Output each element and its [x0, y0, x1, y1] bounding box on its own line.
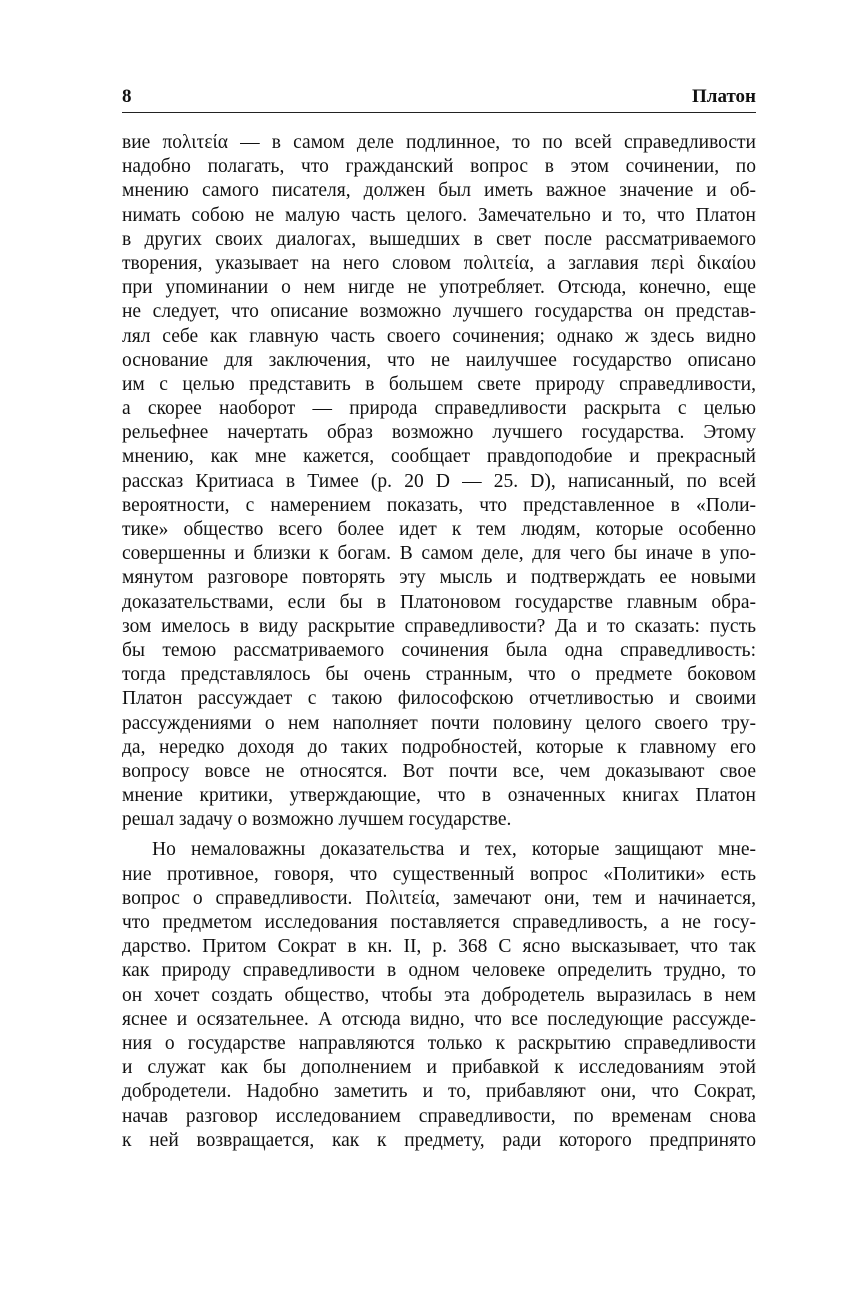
text-line: мнению самого писателя, должен был иметь важное значение и об- — [122, 180, 756, 202]
text-line: тике» общество всего более идет к тем людям, которые особенно — [122, 519, 756, 540]
text-line: добродетели. Надобно заметить и то, прибавляют они, что Сократ, — [122, 1081, 756, 1103]
paragraph — [122, 838, 756, 1152]
text-line: при упоминании о нем нигде не употребляет. Отсюда, конечно, еще — [122, 277, 756, 299]
running-title: Платон — [692, 86, 756, 107]
text-line: рассказ Критиаса в Тимее (p. 20 D — 25. D), написанный, по всей — [122, 470, 756, 492]
text-line: начав разговор исследованием справедливости, по временам снова — [122, 1105, 756, 1127]
text-line: Платон рассуждает с такою философскою отчетливостью и своими — [122, 688, 756, 710]
text-line: решал задачу о возможно лучшем государстве. — [122, 809, 512, 831]
text-line: доказательствами, если бы в Платоновом государстве главным обра- — [122, 591, 756, 613]
text-line: ние противное, говоря, что существенный вопрос «Политики» есть — [122, 863, 756, 885]
text-line: им с целью представить в большем свете природу справедливости, — [122, 373, 756, 395]
text-line: совершенны и близки к богам. В самом деле, для чего бы иначе в упо- — [122, 543, 756, 565]
text-line: зом имелось в виду раскрытие справедливости? Да и то сказать: пусть — [122, 615, 756, 637]
text-line: да, нередко доходя до таких подробностей, которые к главному его — [122, 736, 756, 758]
text-line: Но немаловажны доказательства и тех, которые защищают мне- — [152, 839, 756, 861]
text-line: и служат как бы дополнением и прибавкой к исследованиям этой — [122, 1057, 756, 1079]
text-line: к ней возвращается, как к предмету, ради которого предпринято — [122, 1129, 756, 1151]
text-line: мнению, как мне кажется, сообщает правдоподобие и прекрасный — [122, 446, 756, 468]
text-line: надобно полагать, что гражданский вопрос в этом сочинении, по — [122, 156, 756, 178]
text-line: бы темою рассматриваемого сочинения была одна справедливость: — [122, 639, 756, 661]
text-line: нимать собою не малую часть целого. Замечательно и то, что Платон — [122, 204, 756, 226]
text-line: он хочет создать общество, чтобы эта добродетель выразилась в нем — [122, 984, 756, 1006]
page-number: 8 — [122, 86, 132, 107]
text-line: ния о государстве направляются только к раскрытию справедливости — [122, 1032, 756, 1054]
text-line: что предметом исследования поставляется справедливость, а не госу- — [122, 912, 756, 933]
body-text — [122, 131, 756, 1153]
text-line: мнение критики, утверждающие, что в означенных книгах Платон — [122, 785, 756, 807]
text-line: лял себе как главную часть своего сочинения; однако ж здесь видно — [122, 325, 756, 347]
text-line: не следует, что описание возможно лучшего государства он представ- — [122, 301, 756, 323]
text-line: рельефнее начертать образ возможно лучшего государства. Этому — [122, 422, 756, 444]
text-line: яснее и осязательнее. А отсюда видно, что все последующие рассужде- — [122, 1008, 756, 1030]
page-header — [122, 84, 756, 113]
text-line: дарство. Притом Сократ в кн. II, p. 368 C ясно высказывает, что так — [122, 936, 756, 958]
text-line: рассуждениями о нем наполняет почти половину целого своего тру- — [122, 712, 756, 734]
text-line: творения, указывает на него словом πολιτεία, а заглавия περὶ δικαίου — [122, 252, 756, 274]
text-line: вероятности, с намерением показать, что представленное в «Поли- — [122, 494, 756, 516]
text-line: вие πολιτεία — в самом деле подлинное, то по всей справедливости — [122, 132, 756, 153]
text-line: а скорее наоборот — природа справедливости раскрыта с целью — [122, 398, 756, 420]
text-line: основание для заключения, что не наилучшее государство описано — [122, 349, 756, 371]
text-line: вопросу вовсе не относятся. Вот почти все, чем доказывают свое — [122, 760, 756, 782]
text-line: тогда представлялось бы очень странным, что о предмете боковом — [122, 664, 756, 686]
text-line: вопрос о справедливости. Πολιτεία, замечают они, тем и начинается, — [122, 887, 756, 909]
text-line: мянутом разговоре повторять эту мысль и подтверждать ее новыми — [122, 567, 756, 589]
text-line: в других своих диалогах, вышедших в свет после рассматриваемого — [122, 228, 756, 250]
text-line: как природу справедливости в одном человеке определить трудно, то — [122, 960, 756, 982]
paragraph — [122, 131, 756, 832]
